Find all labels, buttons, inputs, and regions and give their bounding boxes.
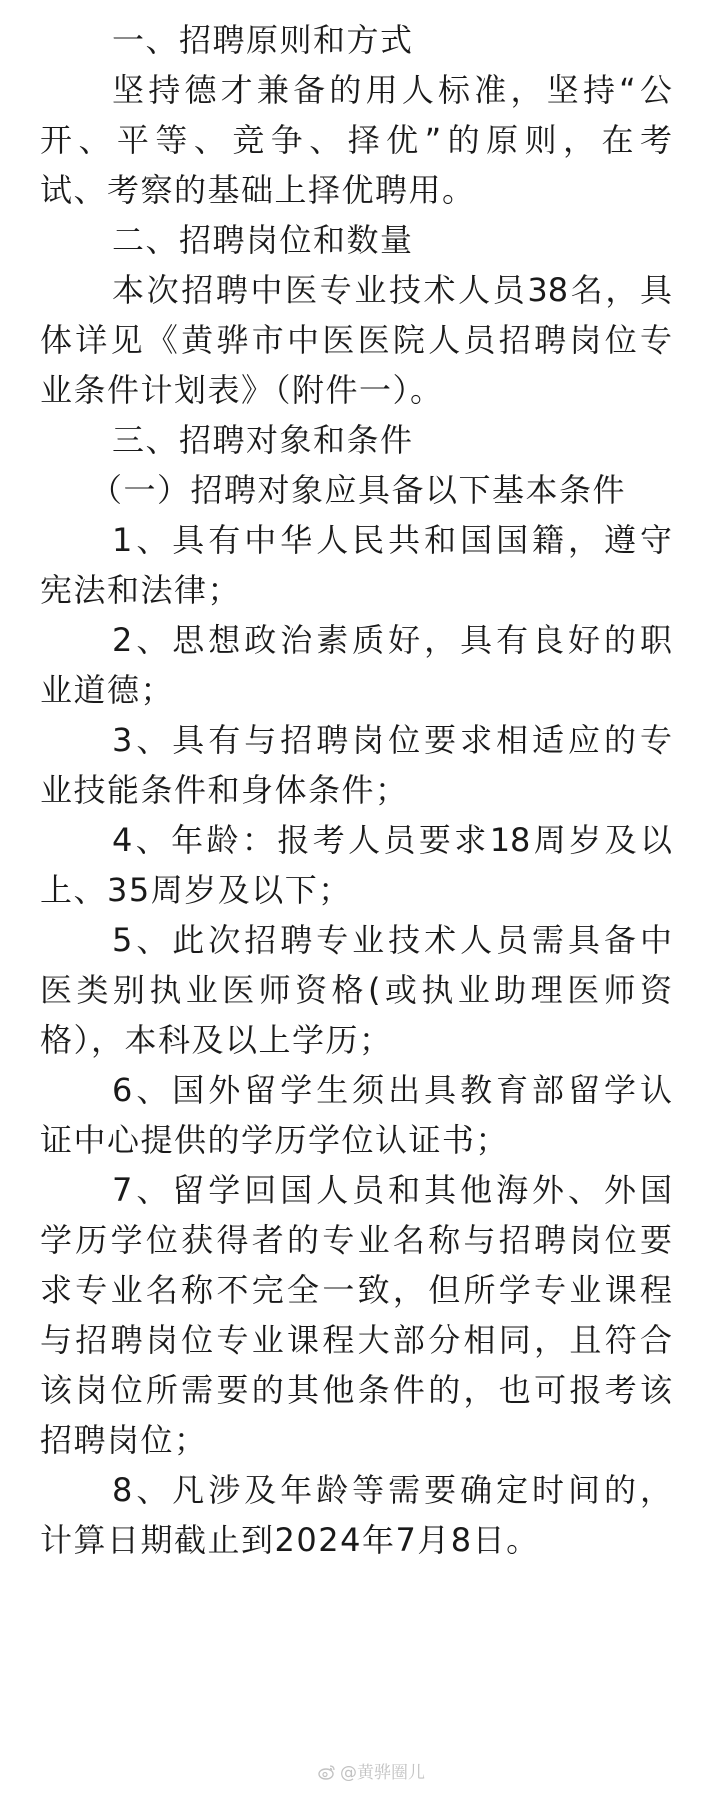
list-item-line: 证中心提供的学历学位认证书； bbox=[40, 1121, 510, 1159]
list-item-line: 业技能条件和身体条件； bbox=[40, 771, 409, 809]
list-item-line: 医类别执业医师资格(或执业助理医师资 bbox=[40, 971, 672, 1009]
list-item-line: 业道德； bbox=[40, 671, 175, 709]
section-heading-principles: 一、招聘原则和方式 bbox=[112, 21, 414, 59]
paragraph-line: 体详见《黄骅市中医医院人员招聘岗位专 bbox=[40, 321, 672, 359]
list-item-line: 计算日期截止到2024年7月8日。 bbox=[40, 1521, 540, 1559]
paragraph-line: 本次招聘中医专业技术人员38名，具 bbox=[112, 271, 672, 309]
list-item-line: 3、具有与招聘岗位要求相适应的专 bbox=[112, 721, 672, 759]
list-item-line: 4、年龄：报考人员要求18周岁及以 bbox=[112, 821, 672, 859]
subsection-heading: （一）招聘对象应具备以下基本条件 bbox=[90, 471, 627, 509]
list-item-line: 8、凡涉及年龄等需要确定时间的， bbox=[112, 1471, 672, 1509]
list-item-line: 上、35周岁及以下； bbox=[40, 871, 352, 909]
list-item-line: 1、具有中华人民共和国国籍，遵守 bbox=[112, 521, 672, 559]
paragraph-line: 试、考察的基础上择优聘用。 bbox=[40, 171, 476, 209]
list-item-line: 求专业名称不完全一致，但所学专业课程 bbox=[40, 1271, 672, 1309]
list-item-line: 学历学位获得者的专业名称与招聘岗位要 bbox=[40, 1221, 672, 1259]
watermark-text: @黄骅圈儿 bbox=[340, 1763, 425, 1783]
section-heading-positions: 二、招聘岗位和数量 bbox=[112, 221, 414, 259]
section-heading-eligibility: 三、招聘对象和条件 bbox=[112, 421, 414, 459]
list-item-line: 招聘岗位； bbox=[40, 1421, 208, 1459]
paragraph-line: 坚持德才兼备的用人标准，坚持“公 bbox=[112, 71, 672, 109]
list-item-line: 6、国外留学生须出具教育部留学认 bbox=[112, 1071, 672, 1109]
list-item-line: 该岗位所需要的其他条件的，也可报考该 bbox=[40, 1371, 672, 1409]
list-item-line: 2、思想政治素质好，具有良好的职 bbox=[112, 621, 672, 659]
list-item-line: 5、此次招聘专业技术人员需具备中 bbox=[112, 921, 672, 959]
list-item-line: 格），本科及以上学历； bbox=[40, 1021, 393, 1059]
weibo-icon bbox=[318, 1763, 336, 1781]
watermark bbox=[318, 1760, 425, 1786]
list-item-line: 宪法和法律； bbox=[40, 571, 242, 609]
paragraph-line: 开、平等、竞争、择优”的原则，在考 bbox=[40, 121, 672, 159]
list-item-line: 与招聘岗位专业课程大部分相同，且符合 bbox=[40, 1321, 672, 1359]
paragraph-line: 业条件计划表》（附件一）。 bbox=[40, 371, 444, 409]
list-item-line: 7、留学回国人员和其他海外、外国 bbox=[112, 1171, 672, 1209]
